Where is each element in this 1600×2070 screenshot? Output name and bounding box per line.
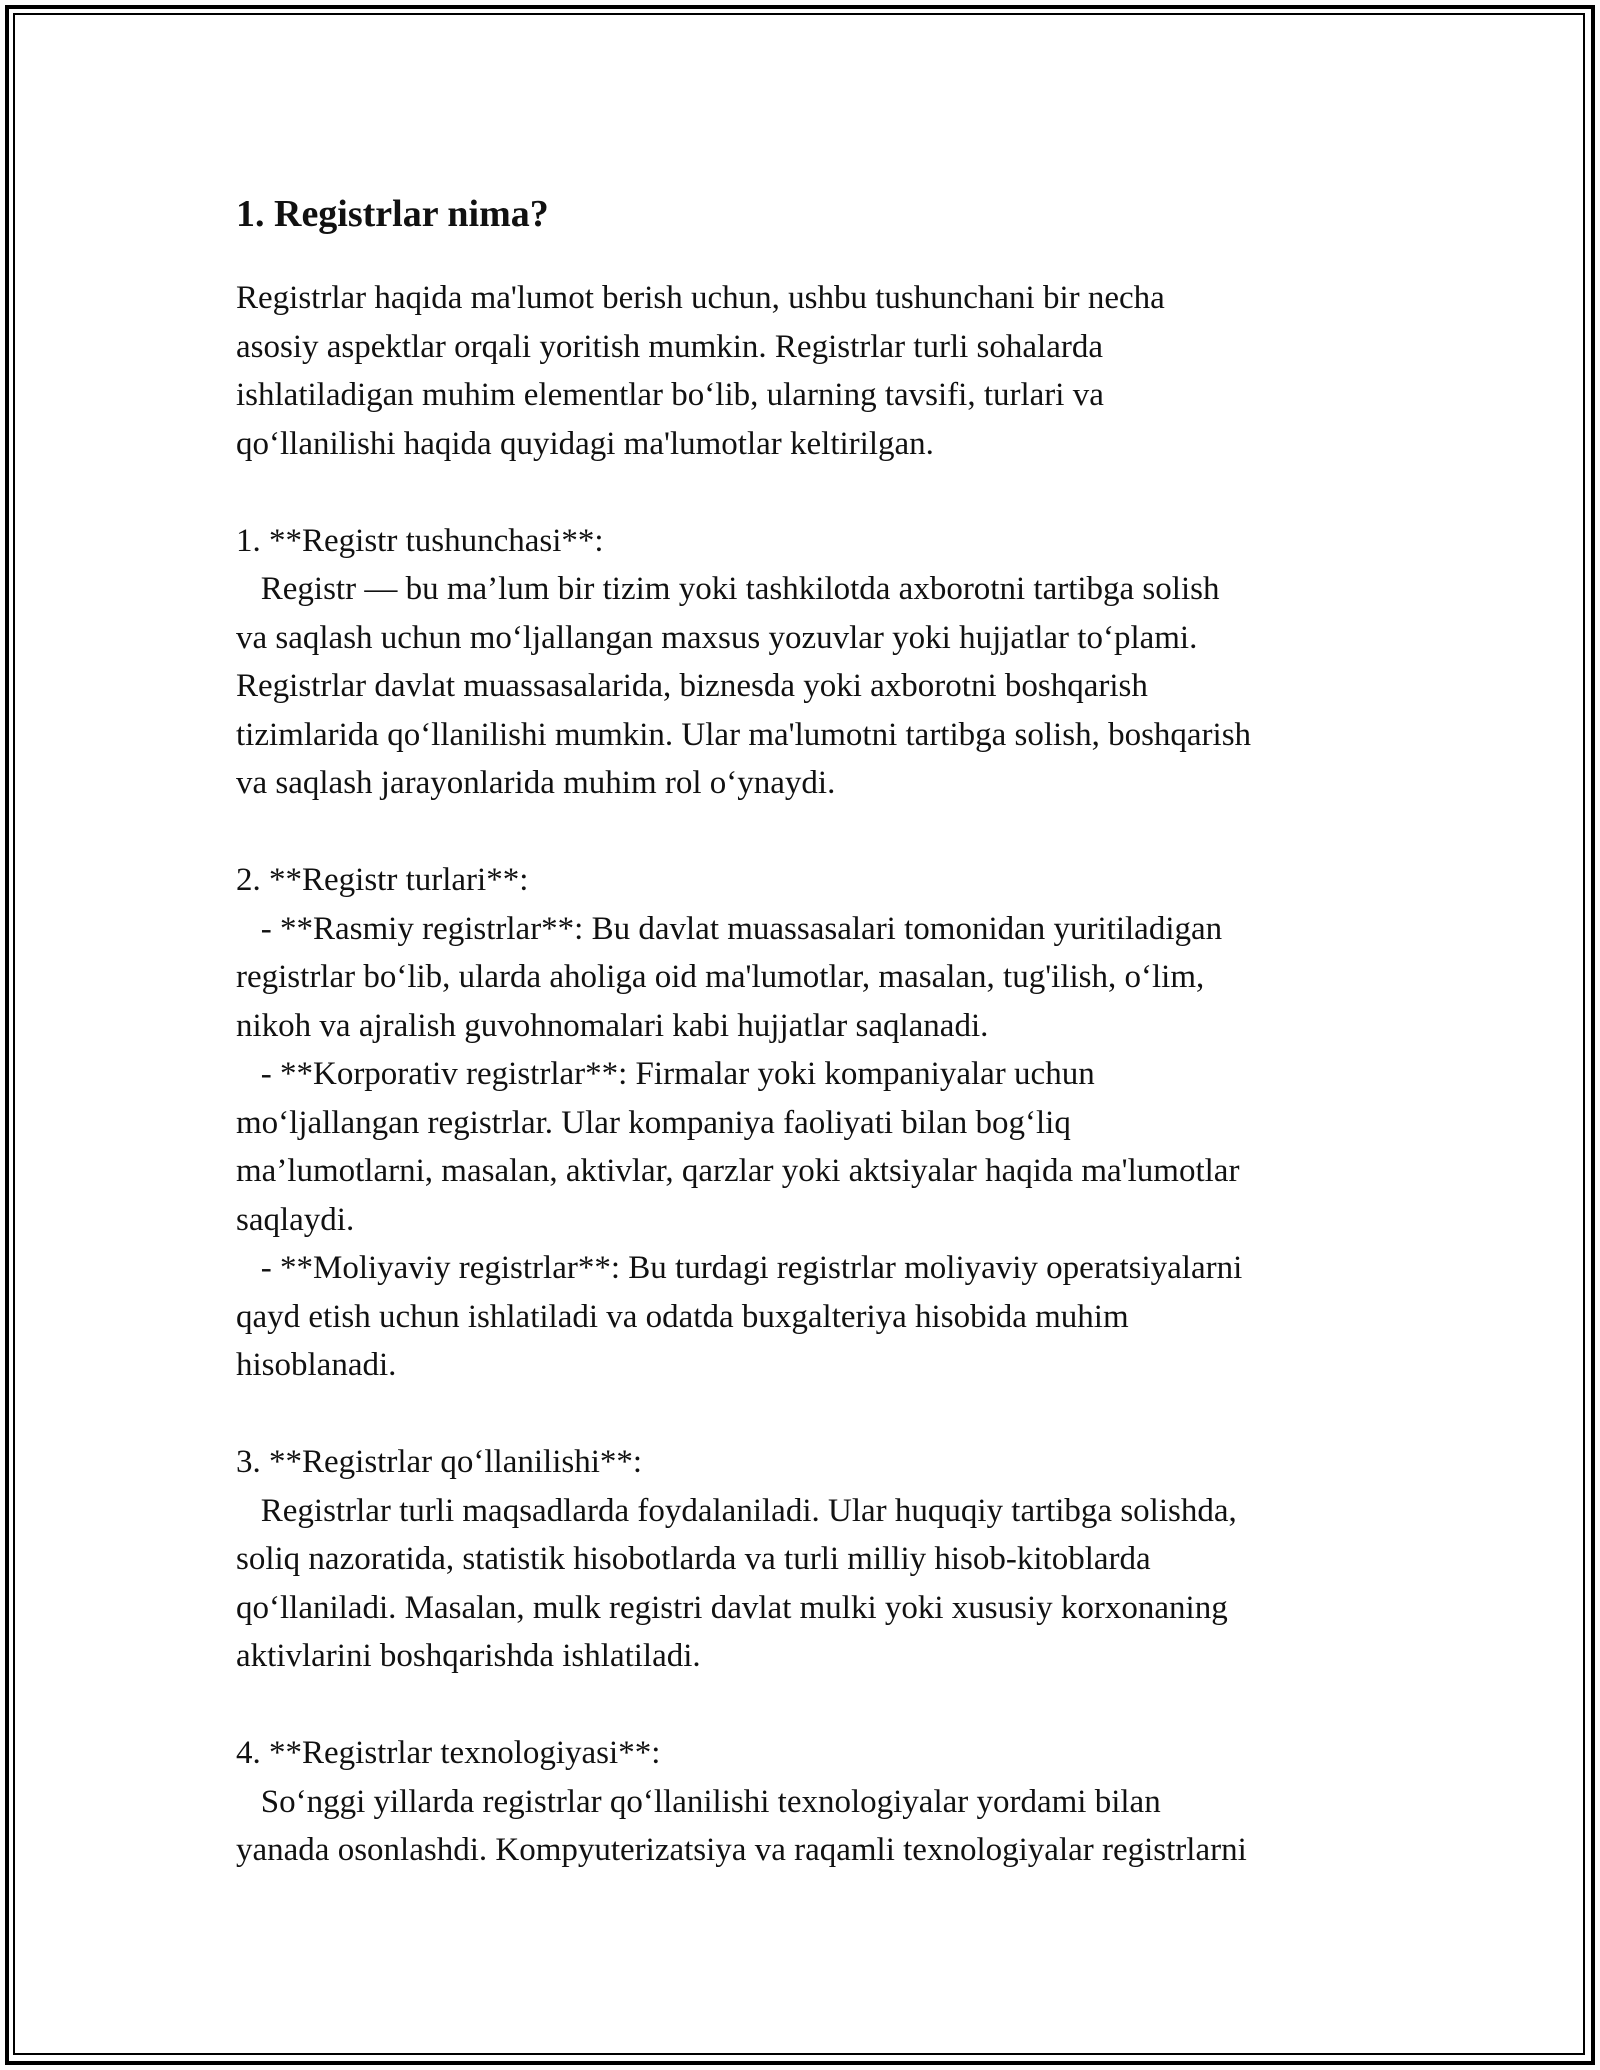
text-line: va saqlash uchun mo‘ljallangan maxsus yozuvlar yoki hujjatlar to‘plami. [236, 619, 1198, 656]
paragraph-gap [236, 1390, 1376, 1439]
text-line: Registrlar davlat muassasalarida, biznesda yoki axborotni boshqarish [236, 668, 1148, 704]
section-heading: 3. **Registrlar qo‘llanilishi**: [236, 1444, 643, 1480]
text-line: ishlatiladigan muhim elementlar bo‘lib, ularning tavsifi, turlari va [236, 377, 1104, 413]
intro-paragraph [236, 274, 1376, 468]
section-heading: 4. **Registrlar texnologiyasi**: [236, 1735, 661, 1771]
text-line: hisoblanadi. [236, 1347, 397, 1383]
text-line: mo‘ljallangan registrlar. Ular kompaniya faoliyati bilan bog‘liq [236, 1104, 1071, 1141]
text-line: qo‘llanilishi haqida quyidagi ma'lumotlar keltirilgan. [236, 425, 934, 462]
paragraph-gap [236, 1681, 1376, 1730]
text-line: nikoh va ajralish guvohnomalari kabi hujjatlar saqlanadi. [236, 1007, 989, 1044]
text-line: - **Korporativ registrlar**: Firmalar yoki kompaniyalar uchun [236, 1056, 1095, 1092]
paragraph-gap [236, 468, 1376, 517]
text-line: Registrlar haqida ma'lumot berish uchun, ushbu tushunchani bir necha [236, 280, 1165, 316]
section-registr-tushunchasi [236, 517, 1376, 808]
section-heading: 2. **Registr turlari**: [236, 862, 529, 898]
text-line: asosiy aspektlar orqali yoritish mumkin. Registrlar turli sohalarda [236, 328, 1103, 365]
text-line: ma’lumotlarni, masalan, aktivlar, qarzlar yoki aktsiyalar haqida ma'lumotlar [236, 1153, 1240, 1189]
text-line: - **Rasmiy registrlar**: Bu davlat muassasalari tomonidan yuritiladigan [236, 910, 1223, 947]
text-line: - **Moliyaviy registrlar**: Bu turdagi registrlar moliyaviy operatsiyalarni [236, 1250, 1243, 1286]
section-heading: 1. **Registr tushunchasi**: [236, 522, 604, 559]
section-registr-turlari [236, 856, 1376, 1390]
text-line: soliq nazoratida, statistik hisobotlarda va turli milliy hisob-kitoblarda [236, 1541, 1151, 1577]
document-body [236, 184, 1376, 1875]
section-registrlar-texnologiyasi [236, 1729, 1376, 1875]
text-line: saqlaydi. [236, 1201, 355, 1238]
text-line: So‘nggi yillarda registrlar qo‘llanilishi texnologiyalar yordami bilan [236, 1783, 1161, 1820]
text-line: registrlar bo‘lib, ularda aholiga oid ma'lumotlar, masalan, tug'ilish, o‘lim, [236, 959, 1205, 995]
text-line: yanada osonlashdi. Kompyuterizatsiya va raqamli texnologiyalar registrlarni [236, 1832, 1247, 1868]
section-registrlar-qollanilishi [236, 1438, 1376, 1681]
text-line: qo‘llaniladi. Masalan, mulk registri davlat mulki yoki xususiy korxonaning [236, 1589, 1228, 1626]
text-line: Registrlar turli maqsadlarda foydalaniladi. Ular huquqiy tartibga solishda, [236, 1492, 1237, 1529]
text-line: tizimlarida qo‘llanilishi mumkin. Ular ma'lumotni tartibga solish, boshqarish [236, 716, 1252, 753]
paragraph-gap [236, 808, 1376, 857]
text-line: aktivlarini boshqarishda ishlatiladi. [236, 1638, 701, 1674]
text-line: qayd etish uchun ishlatiladi va odatda buxgalteriya hisobida muhim [236, 1298, 1129, 1335]
page-title: 1. Registrlar nima? [236, 193, 549, 235]
text-line: va saqlash jarayonlarida muhim rol o‘ynaydi. [236, 765, 836, 801]
text-line: Registr — bu ma’lum bir tizim yoki tashkilotda axborotni tartibga solish [236, 571, 1220, 607]
